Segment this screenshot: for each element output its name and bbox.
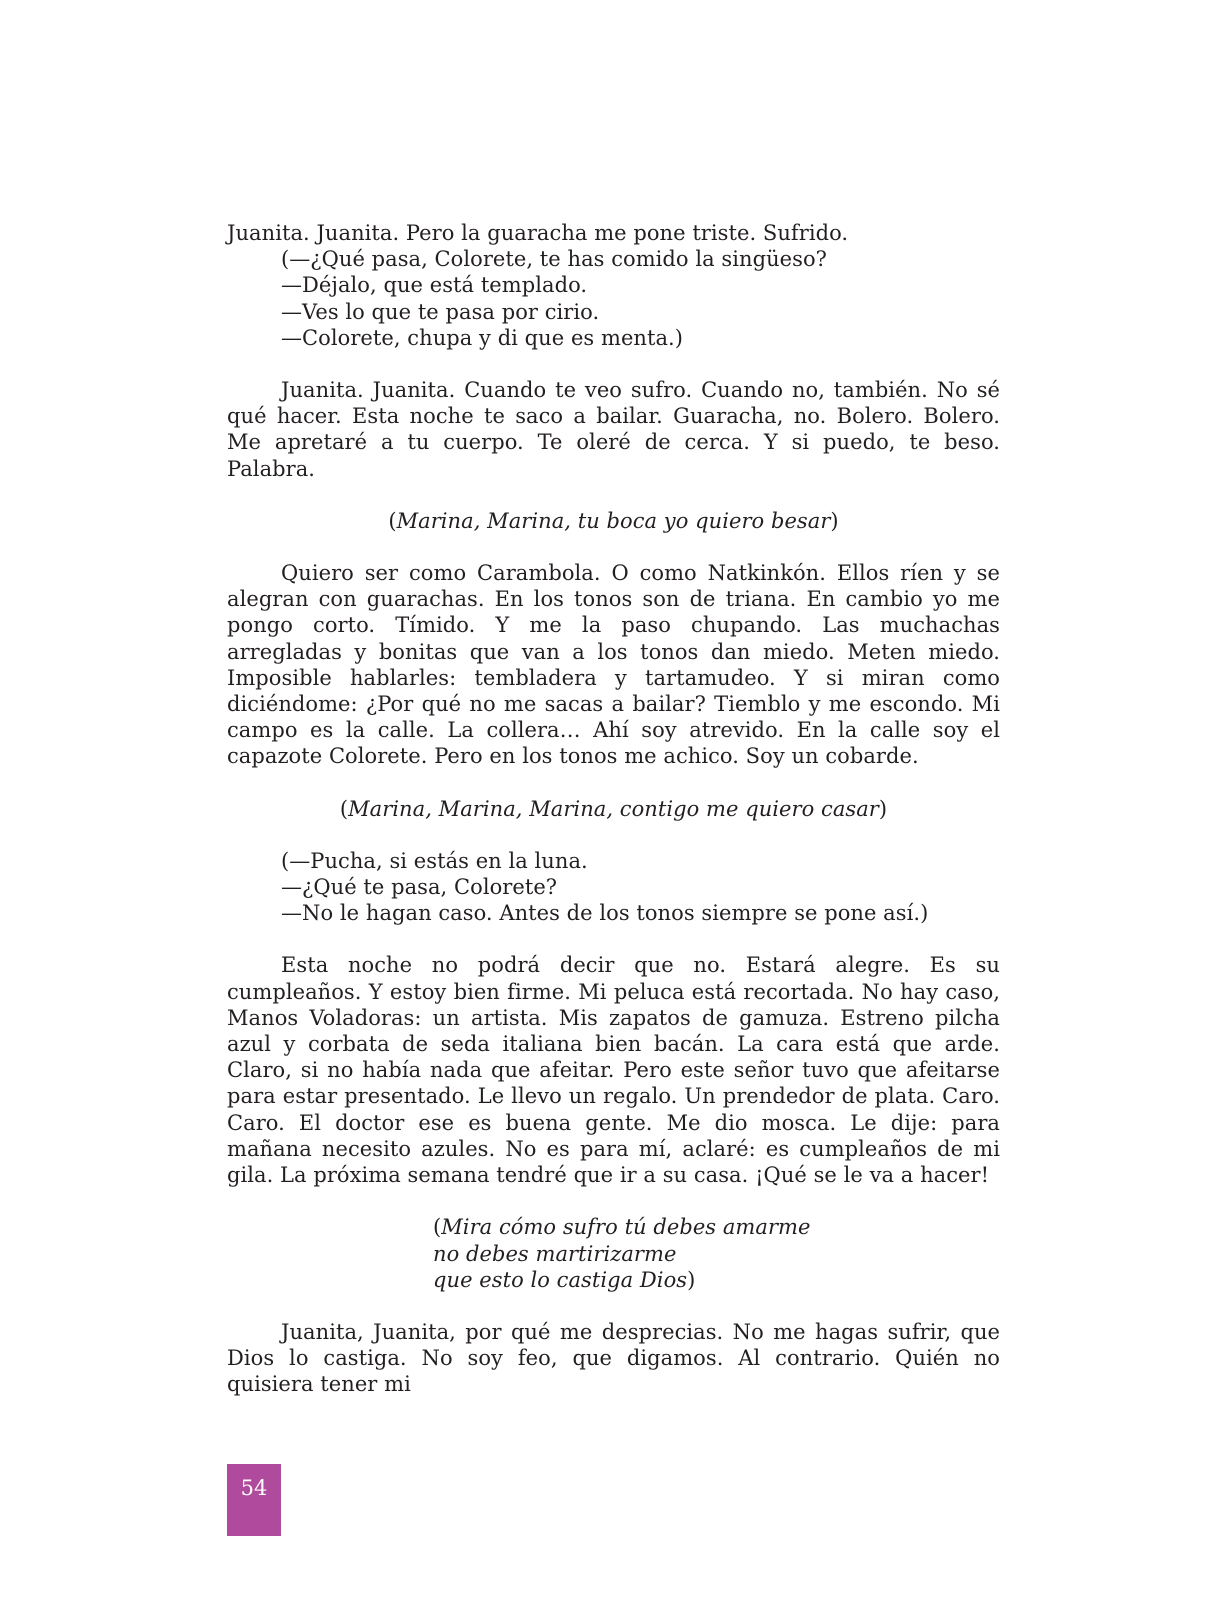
song-line: Mira cómo sufro tú debes amarme: [441, 1215, 811, 1240]
song-verse-2: (Marina, Marina, Marina, contigo me quiero casar): [339, 796, 888, 821]
dialogue-line: —Colorete, chupa y di que es menta.): [281, 325, 684, 350]
dialogue-block-2: [227, 848, 1000, 927]
dialogue-line: —¿Qué te pasa, Colorete?: [281, 875, 558, 900]
dialogue-line: —No le hagan caso. Antes de los tonos siempre se pone así.): [281, 901, 929, 926]
page-number: 54: [240, 1476, 268, 1500]
song-line: no debes martirizarme: [433, 1241, 677, 1266]
song-verse-1: (Marina, Marina, tu boca yo quiero besar): [388, 508, 839, 533]
paragraph: Juanita. Juanita. Cuando te veo sufro. Cuando no, también. No sé qué hacer. Esta noche te saco a bailar. Guaracha, no. Bolero. Bolero. Me apretaré a tu cuerpo. Te oleré de cerca. Y si puedo, te beso. Palabra.: [227, 378, 1000, 481]
dialogue-line: (—Pucha, si estás en la luna.: [281, 848, 588, 873]
paragraph: Quiero ser como Carambola. O como Natkinkón. Ellos ríen y se alegran con guarachas. En los tonos son de triana. En cambio yo me pongo corto. Tímido. Y me la paso chupando. Las muchachas arregladas y bonitas que van a los tonos dan miedo. Meten miedo. Imposible hablarles: tembladera y tartamudeo. Y si miran como diciéndome: ¿Por qué no me sacas a bailar? Tiemblo y me escondo. Mi campo es la calle. La collera… Ahí soy atrevido. En la calle soy el capazote Colorete. Pero en los tonos me achico. Soy un cobarde.: [227, 561, 1000, 769]
dialogue-block-1: [227, 246, 1000, 351]
song-line: que esto lo castiga Dios: [433, 1267, 688, 1292]
page-number-tab: [227, 1464, 281, 1536]
song-verse-3: (Mira cómo sufro tú debes amarme no debes martirizarme que esto lo castiga Dios): [227, 1214, 1000, 1293]
paragraph: Juanita, Juanita, por qué me desprecias. No me hagas sufrir, que Dios lo castiga. No soy feo, que digamos. Al contrario. Quién no quisiera tener mi: [227, 1319, 1000, 1397]
page-body: [227, 220, 1000, 1398]
paragraph-continuation: Juanita. Juanita. Pero la guaracha me pone triste. Sufrido.: [227, 221, 849, 245]
dialogue-line: —Ves lo que te pasa por cirio.: [281, 299, 600, 324]
dialogue-line: (—¿Qué pasa, Colorete, te has comido la singüeso?: [281, 247, 827, 272]
dialogue-line: —Déjalo, que está templado.: [281, 273, 588, 298]
paragraph: Esta noche no podrá decir que no. Estará alegre. Es su cumpleaños. Y estoy bien firme. Mi peluca está recortada. No hay caso, Manos Voladoras: un artista. Mis zapatos de gamuza. Estreno pilcha azul y corbata de seda italiana bien bacán. La cara está que arde. Claro, si no había nada que afeitar. Pero este señor tuvo que afeitarse para estar presentado. Le llevo un regalo. Un prendedor de plata. Caro. Caro. El doctor ese es buena gente. Me dio mosca. Le dije: para mañana necesito azules. No es para mí, aclaré: es cumpleaños de mi gila. La próxima semana tendré que ir a su casa. ¡Qué se le va a hacer!: [227, 953, 1000, 1188]
